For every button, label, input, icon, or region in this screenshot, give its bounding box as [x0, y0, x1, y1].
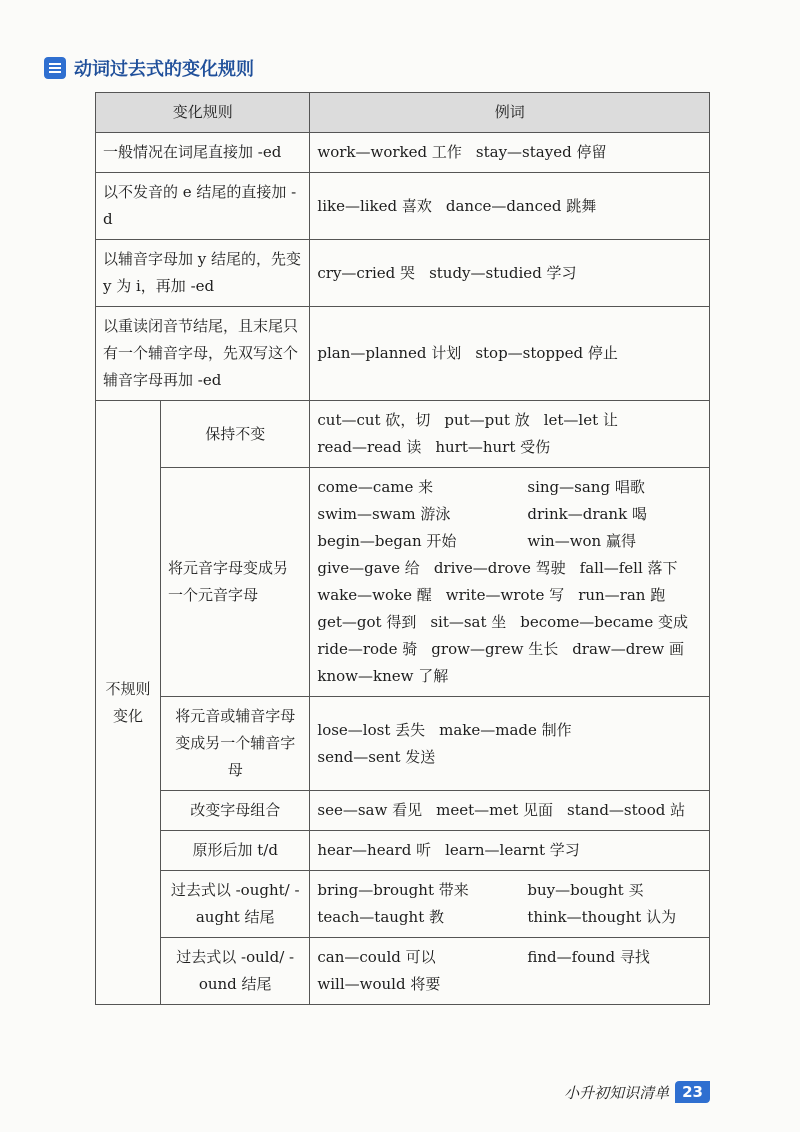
table-row: [96, 697, 710, 791]
past-tense-rules-table: [95, 92, 710, 1005]
example-word: lose—lost 丢失: [317, 720, 426, 739]
example-word: know—knew 了解: [317, 667, 449, 685]
example-word: sit—sat 坐: [430, 613, 507, 631]
example-line: [317, 744, 702, 771]
example-word: hurt—hurt 受伤: [435, 438, 551, 456]
example-line: [317, 555, 702, 582]
example-word: make—made 制作: [439, 720, 572, 739]
example-line: [317, 193, 702, 220]
rule-cell: 以辅音字母加 y 结尾的，先变 y 为 i，再加 -ed: [96, 240, 310, 307]
example-word: run—ran 跑: [578, 586, 666, 604]
example-word: think—thought 认为: [527, 908, 677, 926]
example-word: meet—met 见面: [436, 801, 553, 819]
example-word: write—wrote 写: [445, 586, 565, 604]
table-header-row: [96, 93, 710, 133]
example-word: draw—drew 画: [572, 640, 685, 658]
example-word: win—won 赢得: [527, 532, 636, 550]
example-word: grow—grew 生长: [431, 640, 559, 658]
sub-rule-cell: 将元音或辅音字母变成另一个辅音字母: [161, 697, 310, 791]
example-cell: [310, 831, 710, 871]
example-word: [527, 971, 677, 998]
example-line: [317, 663, 702, 690]
page-footer: [564, 1081, 710, 1103]
table-row: [96, 173, 710, 240]
column-header-example: 例词: [310, 93, 710, 133]
example-word: learn—learnt 学习: [445, 841, 580, 859]
example-cell: [310, 173, 710, 240]
example-word: find—found 寻找: [527, 948, 650, 966]
example-grid: [317, 877, 702, 931]
example-word: stop—stopped 停止: [475, 344, 618, 362]
example-word: buy—bought 买: [527, 881, 644, 899]
example-word: study—studied 学习: [429, 263, 577, 282]
example-word: read—read 读: [317, 438, 422, 456]
example-word: sing—sang 唱歌: [527, 478, 645, 496]
example-word: bring—brought 带来: [317, 881, 469, 899]
example-word: send—sent 发送: [317, 747, 436, 766]
example-line: [317, 260, 702, 287]
example-line: [317, 340, 702, 367]
example-line: [317, 434, 702, 461]
table-row: [96, 938, 710, 1005]
example-word: see—saw 看见: [317, 801, 423, 819]
example-word: work—worked 工作: [317, 143, 462, 161]
example-word: hear—heard 听: [317, 841, 432, 859]
section-title: 动词过去式的变化规则: [74, 59, 254, 80]
example-word: drive—drove 驾驶: [433, 559, 566, 577]
section-header: [44, 55, 254, 81]
example-word: can—could 可以: [317, 948, 436, 966]
example-line: [317, 717, 702, 744]
example-word: stay—stayed 停留: [475, 143, 607, 161]
list-icon: [44, 57, 66, 79]
example-word: will—would 将要: [317, 975, 441, 993]
sub-rule-cell: 过去式以 -ould/ -ound 结尾: [161, 938, 310, 1005]
rule-cell: 以重读闭音节结尾，且末尾只有一个辅音字母，先双写这个辅音字母再加 -ed: [96, 307, 310, 401]
example-word: cut—cut 砍，切: [317, 411, 431, 429]
table-row: [96, 791, 710, 831]
example-line: [317, 837, 702, 864]
example-word: stand—stood 站: [567, 801, 686, 819]
table-row: [96, 468, 710, 697]
example-word: become—became 变成: [520, 613, 688, 631]
example-word: cry—cried 哭: [317, 263, 416, 282]
book-title: 小升初知识清单: [564, 1083, 670, 1102]
table-row: [96, 831, 710, 871]
example-word: begin—began 开始: [317, 532, 457, 550]
sub-rule-cell: 保持不变: [161, 401, 310, 468]
example-word: put—put 放: [444, 411, 530, 429]
sub-rule-cell: 改变字母组合: [161, 791, 310, 831]
example-word: ride—rode 骑: [317, 640, 418, 658]
example-word: like—liked 喜欢: [317, 196, 432, 215]
rule-cell: 以不发音的 e 结尾的直接加 -d: [96, 173, 310, 240]
example-line: [317, 609, 702, 636]
example-cell: [310, 240, 710, 307]
example-word: plan—planned 计划: [317, 344, 462, 362]
example-cell: [310, 697, 710, 791]
example-cell: [310, 871, 710, 938]
sub-rule-cell: 原形后加 t/d: [161, 831, 310, 871]
example-word: drink—drank 喝: [527, 505, 647, 523]
example-word: get—got 得到: [317, 613, 417, 631]
table-row: [96, 307, 710, 401]
example-word: wake—woke 醒: [317, 586, 432, 604]
example-word: teach—taught 教: [317, 908, 444, 926]
irregular-category-cell: 不规则变化: [96, 401, 161, 1005]
example-cell: [310, 133, 710, 173]
table-row: [96, 871, 710, 938]
table-row: [96, 401, 710, 468]
example-line: [317, 797, 702, 824]
example-cell: [310, 468, 710, 697]
example-word: fall—fell 落下: [579, 559, 678, 577]
example-cell: [310, 791, 710, 831]
table-row: [96, 133, 710, 173]
example-word: give—gave 给: [317, 559, 420, 577]
sub-rule-cell: 过去式以 -ought/ -aught 结尾: [161, 871, 310, 938]
page-number: 23: [675, 1081, 710, 1103]
example-line: [317, 636, 702, 663]
example-word: let—let 让: [543, 411, 618, 429]
example-line: [317, 407, 702, 434]
example-cell: [310, 401, 710, 468]
example-cell: [310, 938, 710, 1005]
example-word: come—came 来: [317, 478, 434, 496]
rule-cell: 一般情况在词尾直接加 -ed: [96, 133, 310, 173]
sub-rule-cell: 将元音字母变成另一个元音字母: [161, 468, 310, 697]
example-grid: [317, 944, 702, 998]
example-word: dance—danced 跳舞: [445, 196, 597, 215]
example-cell: [310, 307, 710, 401]
column-header-rule: 变化规则: [96, 93, 310, 133]
example-word: swim—swam 游泳: [317, 505, 451, 523]
table-row: [96, 240, 710, 307]
example-line: [317, 139, 702, 166]
example-grid: [317, 474, 702, 555]
example-line: [317, 582, 702, 609]
